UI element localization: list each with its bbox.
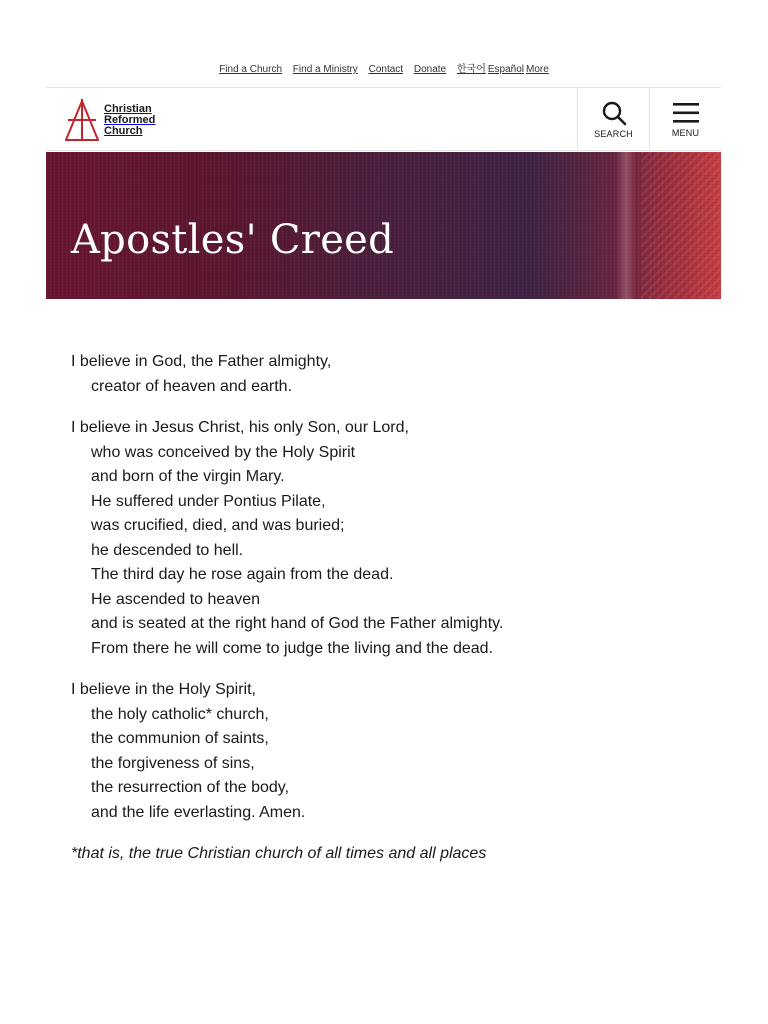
creed-line: I believe in Jesus Christ, his only Son, our Lord, [71, 419, 409, 436]
menu-button[interactable] [649, 88, 721, 151]
creed-line: I believe in the Holy Spirit, [71, 681, 256, 698]
hero-fabric-fold [616, 152, 636, 299]
more-link[interactable]: More [526, 64, 549, 75]
site-header [46, 87, 721, 151]
search-button[interactable] [577, 88, 649, 151]
logo-line-1: Christian [104, 102, 152, 115]
creed-line: I believe in God, the Father almighty, [71, 353, 332, 370]
korean-link[interactable]: 한국어 [456, 64, 486, 75]
cross-logo-icon [64, 98, 100, 142]
creed-line: He ascended to heaven [91, 590, 261, 608]
creed-line: creator of heaven and earth. [91, 377, 293, 395]
creed-stanza-2 [71, 416, 711, 661]
page-title: Apostles' Creed [71, 217, 395, 263]
hero-banner [46, 152, 721, 299]
creed-line: He suffered under Pontius Pilate, [91, 492, 326, 510]
search-label: SEARCH [594, 129, 633, 139]
logo-wordmark [104, 104, 155, 137]
logo-line-2: Reformed [104, 113, 156, 126]
find-a-ministry-link[interactable]: Find a Ministry [292, 64, 358, 75]
crc-logo[interactable] [64, 98, 155, 142]
creed-line: The third day he rose again from the dead. [91, 566, 394, 583]
creed-line: the communion of saints, [91, 730, 269, 747]
contact-link[interactable]: Contact [368, 64, 404, 75]
menu-label: MENU [671, 128, 700, 138]
donate-link[interactable]: Donate [413, 64, 447, 75]
creed-line: the resurrection of the body, [91, 779, 290, 796]
search-icon [601, 100, 627, 126]
creed-line: and is seated at the right hand of God the Father almighty. [91, 615, 504, 632]
utility-nav [0, 60, 768, 75]
creed-footnote: *that is, the true Christian church of all times and all places [71, 845, 487, 862]
logo-line-3: Church [104, 124, 143, 137]
creed-line: who was conceived by the Holy Spirit [91, 443, 356, 461]
creed-stanza-3 [71, 678, 711, 825]
creed-content [71, 350, 711, 867]
creed-line: was crucified, died, and was buried; [91, 517, 345, 534]
find-a-church-link[interactable]: Find a Church [219, 64, 283, 75]
creed-line: and born of the virgin Mary. [91, 468, 285, 485]
espanol-link[interactable]: Español [487, 64, 524, 75]
hero-texture [641, 152, 721, 299]
creed-line: he descended to hell. [91, 541, 244, 559]
creed-line: From there he will come to judge the living and the dead. [91, 639, 494, 657]
creed-line: and the life everlasting. Amen. [91, 803, 306, 821]
creed-stanza-1 [71, 350, 711, 399]
creed-line: the forgiveness of sins, [91, 754, 255, 772]
creed-line: the holy catholic* church, [91, 705, 269, 723]
hamburger-menu-icon [672, 101, 700, 125]
